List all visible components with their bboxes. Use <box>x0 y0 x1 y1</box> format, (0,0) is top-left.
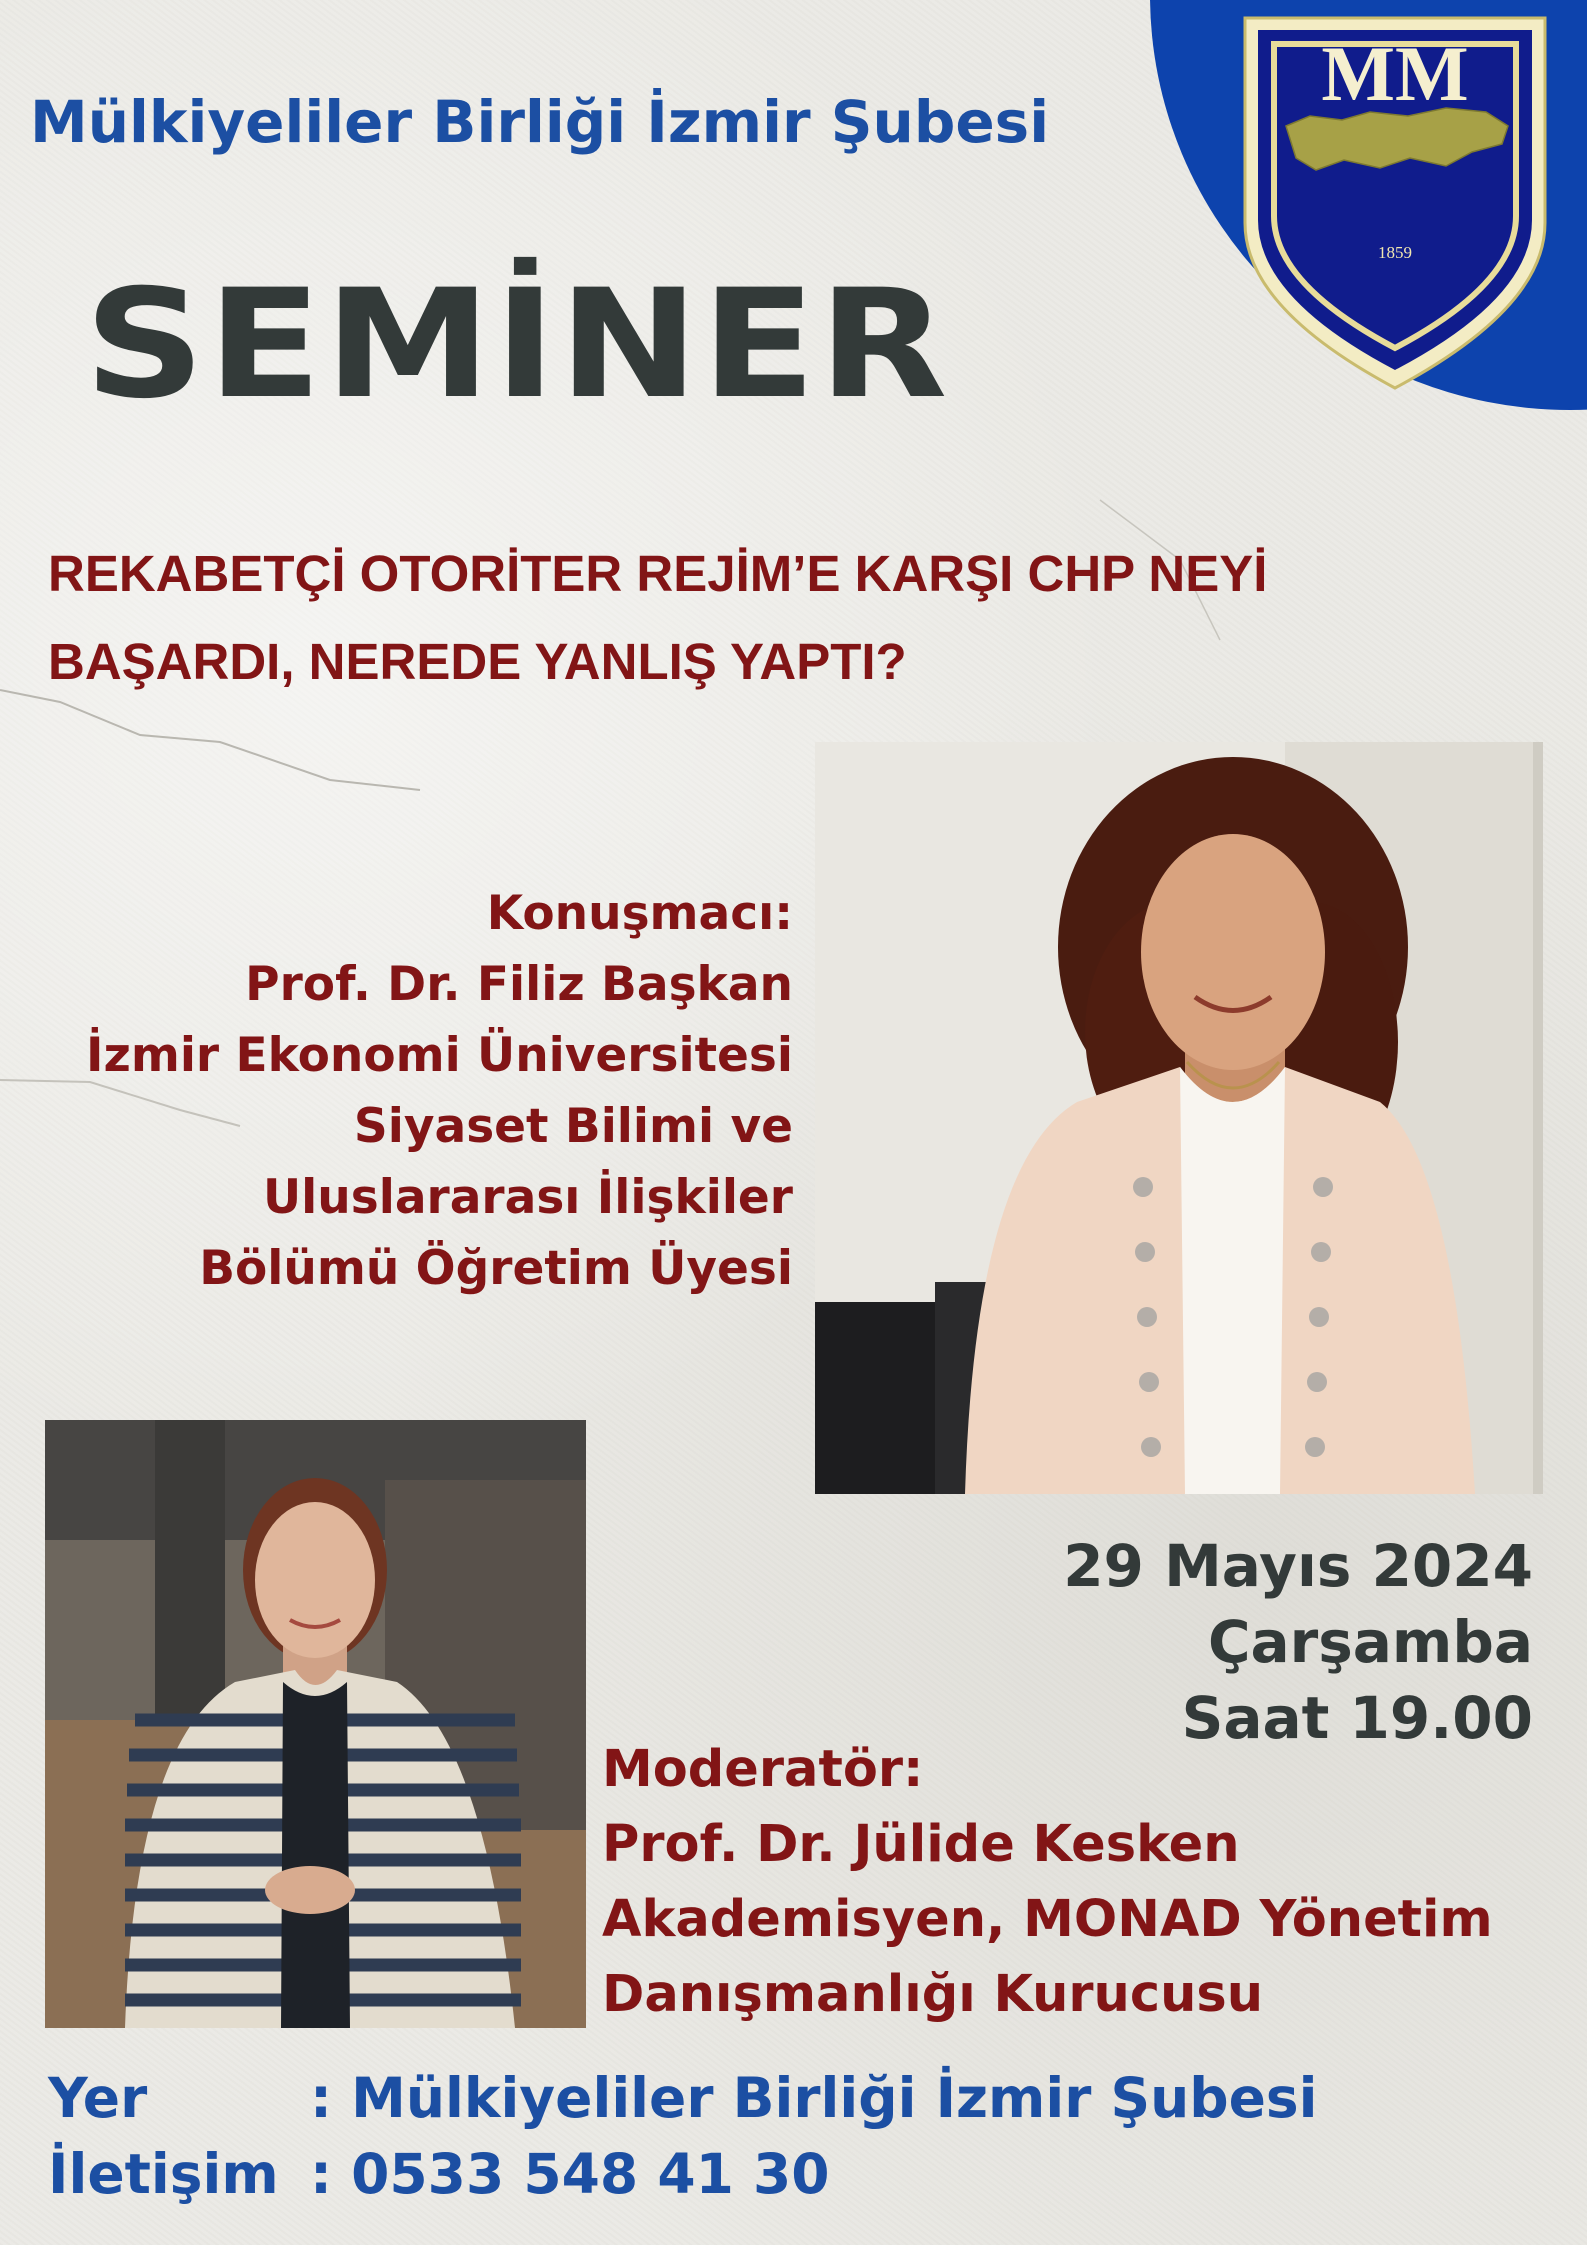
event-day: Çarşamba <box>1207 1608 1533 1676</box>
speaker-affiliation-line-1: İzmir Ekonomi Üniversitesi <box>86 1028 793 1083</box>
logo-year: 1859 <box>1378 243 1412 262</box>
moderator-name: Prof. Dr. Jülide Kesken <box>602 1815 1240 1874</box>
speaker-affiliation-line-3: Uluslararası İlişkiler <box>263 1170 793 1225</box>
moderator-info <box>602 1732 1493 2032</box>
event-schedule <box>1063 1528 1533 1756</box>
contact-row <box>48 2136 1318 2212</box>
speaker-affiliation-line-2: Siyaset Bilimi ve <box>353 1099 793 1154</box>
event-type-heading: SEMİNER <box>84 258 950 432</box>
venue-label: Yer <box>48 2066 148 2130</box>
moderator-photo <box>45 1420 586 2028</box>
venue-value: : Mülkiyeliler Birliği İzmir Şubesi <box>310 2066 1318 2130</box>
contact-label: İletişim <box>48 2142 279 2206</box>
speaker-info <box>86 878 793 1304</box>
logo-letters: MM <box>1321 30 1469 117</box>
moderator-role-line-1: Akademisyen, MONAD Yönetim <box>602 1890 1493 1949</box>
moderator-label: Moderatör: <box>602 1740 924 1799</box>
speaker-name: Prof. Dr. Filiz Başkan <box>245 957 793 1012</box>
topic-line-2: BAŞARDI, NEREDE YANLIŞ YAPTI? <box>48 633 907 690</box>
organization-title: Mülkiyeliler Birliği İzmir Şubesi <box>30 88 1050 156</box>
seminar-topic <box>48 530 1528 706</box>
speaker-label: Konuşmacı: <box>486 886 793 941</box>
event-footer <box>48 2060 1318 2212</box>
moderator-role-line-2: Danışmanlığı Kurucusu <box>602 1965 1264 2024</box>
event-time: Saat 19.00 <box>1181 1684 1533 1752</box>
speaker-affiliation-line-4: Bölümü Öğretim Üyesi <box>199 1241 793 1296</box>
contact-phone: : 0533 548 41 30 <box>310 2142 830 2206</box>
topic-line-1: REKABETÇİ OTORİTER REJİM’E KARŞI CHP NEYİ <box>48 545 1268 602</box>
speaker-photo <box>815 742 1543 1494</box>
venue-row <box>48 2060 1318 2136</box>
mulkiyeliler-shield-logo <box>1240 8 1550 393</box>
event-date: 29 Mayıs 2024 <box>1063 1532 1533 1600</box>
